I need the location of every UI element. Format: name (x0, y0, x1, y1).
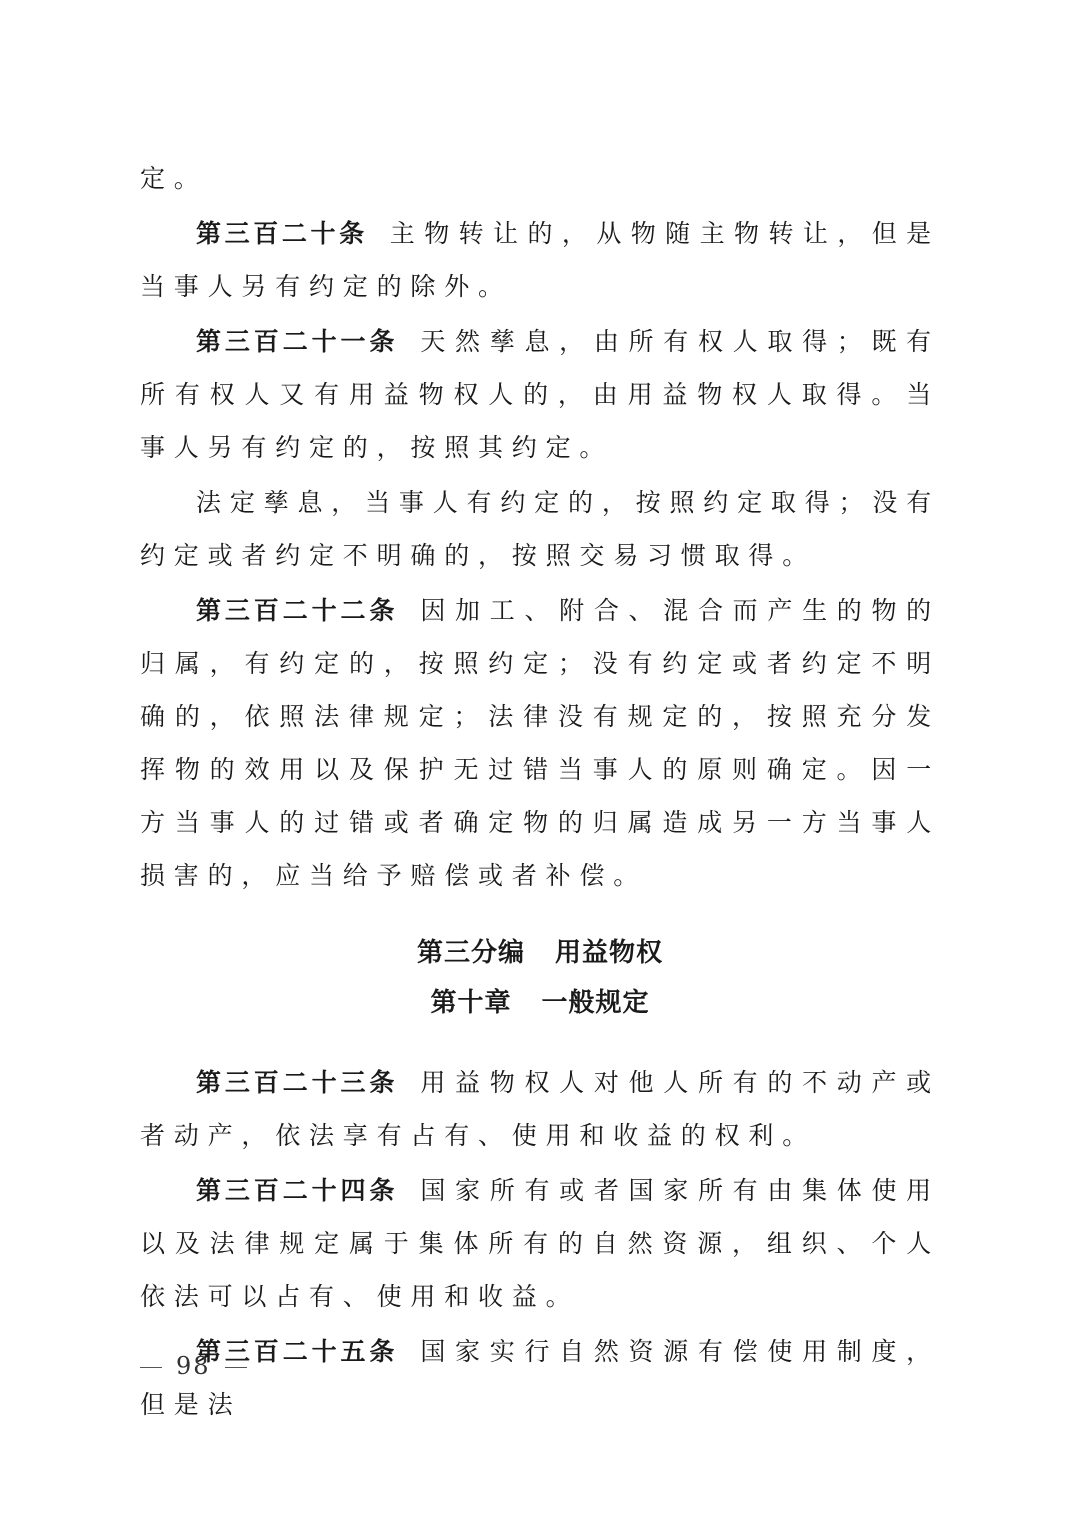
part-title: 用益物权 (555, 938, 664, 968)
article-number: 第三百二十一条 (196, 327, 399, 356)
article-text: 因加工、附合、混合而产生的物的归属，有约定的，按照约定；没有约定或者约定不明确的，依照法律规定；法律没有规定的，按照充分发挥物的效用以及保护无过错当事人的原则确定。因一方当事人的过错或者确定物的归属造成另一方当事人损害的，应当给予赔偿或者补偿。 (140, 596, 940, 890)
page-number (140, 1352, 261, 1380)
article-text: 主物转让的，从物随主物转让，但是当事人另有约定的除外。 (140, 219, 940, 301)
lead-fragment-text: 定。 (140, 164, 208, 193)
article-text: 法定孳息，当事人有约定的，按照约定取得；没有约定或者约定不明确的，按照交易习惯取得。 (140, 488, 940, 570)
chapter-label: 第十章 (430, 988, 512, 1018)
article-number: 第三百二十四条 (196, 1176, 399, 1205)
part-label: 第三分编 (416, 938, 525, 968)
article-text: 国家实行自然资源有偿使用制度，但是法 (140, 1337, 940, 1419)
part-heading (140, 928, 940, 978)
article-text: 用益物权人对他人所有的不动产或者动产，依法享有占有、使用和收益的权利。 (140, 1068, 940, 1150)
article-number: 第三百二十二条 (196, 596, 399, 625)
article-text: 天然孳息，由所有权人取得；既有所有权人又有用益物权人的，由用益物权人取得。当事人另有约定的，按照其约定。 (140, 327, 940, 462)
chapter-title: 一般规定 (541, 988, 650, 1018)
article-number: 第三百二十五条 (196, 1337, 399, 1366)
chapter-heading (140, 978, 940, 1028)
article-321 (140, 315, 940, 474)
section-headings (140, 928, 940, 1028)
page-number-left-dash (140, 1367, 162, 1368)
lead-fragment (140, 152, 940, 205)
article-324 (140, 1164, 940, 1323)
article-number: 第三百二十三条 (196, 1068, 399, 1097)
article-number: 第三百二十条 (196, 219, 368, 248)
article-text: 国家所有或者国家所有由集体使用以及法律规定属于集体所有的自然资源，组织、个人依法可以占有、使用和收益。 (140, 1176, 940, 1311)
page-number-right-dash (225, 1367, 247, 1368)
article-321-continuation (140, 476, 940, 582)
article-320 (140, 207, 940, 313)
page-number-value: 98 (176, 1352, 211, 1380)
page-content (140, 152, 940, 1433)
article-322 (140, 584, 940, 902)
article-323 (140, 1056, 940, 1162)
